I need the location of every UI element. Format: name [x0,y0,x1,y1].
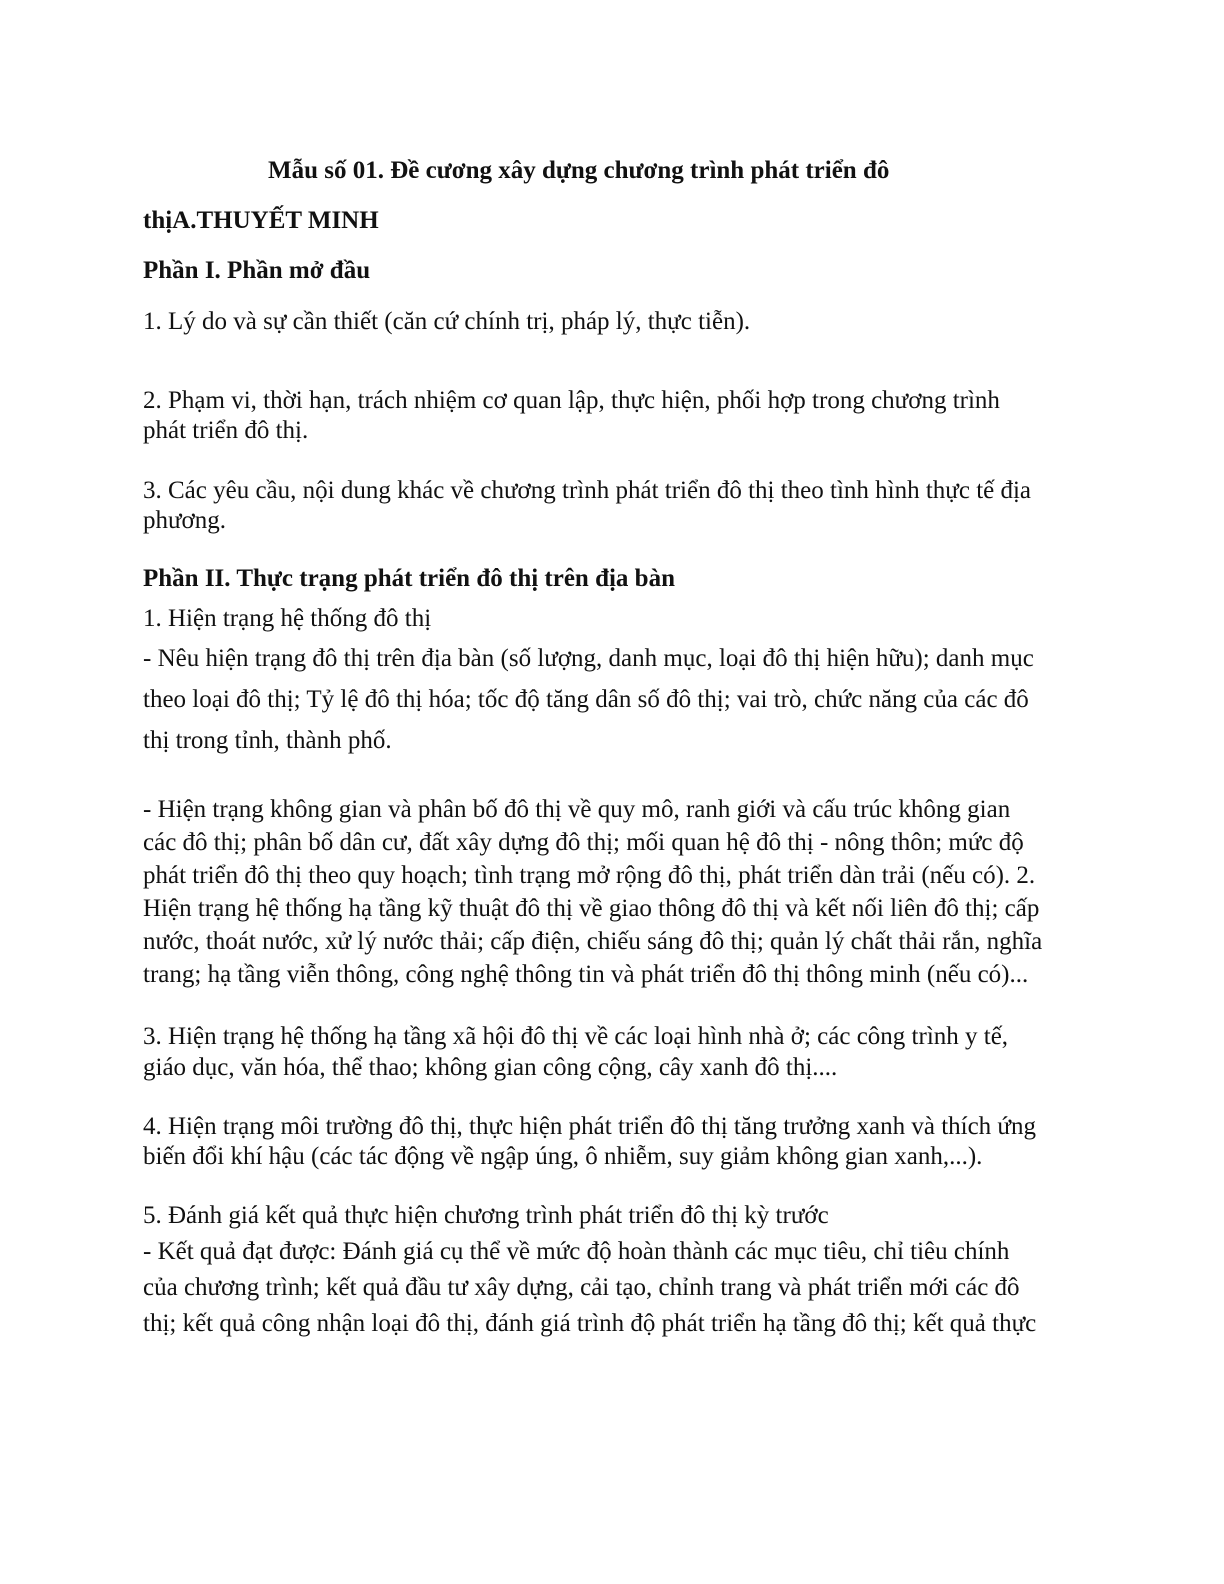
part2-line-15: 5. Đánh giá kết quả thực hiện chương trình phát triển đô thị kỳ trước [143,1202,829,1229]
part2-line-7: phát triển đô thị theo quy hoạch; tình trạng mở rộng đô thị, phát triển dàn trải (nếu có). 2. [143,862,1036,889]
part2-line-9: nước, thoát nước, xử lý nước thải; cấp điện, chiếu sáng đô thị; quản lý chất thải rắn, nghĩa [143,928,1043,955]
part1-heading: Phần I. Phần mở đầu [143,257,371,284]
part2-line-18: thị; kết quả công nhận loại đô thị, đánh giá trình độ phát triển hạ tầng đô thị; kết quả thực [143,1310,1037,1337]
part2-line-2: - Nêu hiện trạng đô thị trên địa bàn (số lượng, danh mục, loại đô thị hiện hữu); danh mục [143,645,1034,672]
part2-line-10: trang; hạ tầng viễn thông, công nghệ thông tin và phát triển đô thị thông minh (nếu có)... [143,961,1029,988]
part1-item-2-line-2: phát triển đô thị. [143,417,309,444]
part1-item-3-line-1: 3. Các yêu cầu, nội dung khác về chương trình phát triển đô thị theo tình hình thực tế địa [143,477,1032,504]
part2-line-17: của chương trình; kết quả đầu tư xây dựng, cải tạo, chỉnh trang và phát triển mới các đô [143,1274,1020,1301]
part2-line-3: theo loại đô thị; Tỷ lệ đô thị hóa; tốc độ tăng dân số đô thị; vai trò, chức năng của các đô [143,686,1029,713]
part2-line-14: biến đổi khí hậu (các tác động về ngập úng, ô nhiễm, suy giảm không gian xanh,...). [143,1143,983,1170]
part1-item-3-line-2: phương. [143,507,227,534]
document-title-line-2: thịA.THUYẾT MINH [143,207,379,234]
part2-line-11: 3. Hiện trạng hệ thống hạ tầng xã hội đô thị về các loại hình nhà ở; các công trình y tế, [143,1023,1009,1050]
part2-line-8: Hiện trạng hệ thống hạ tầng kỹ thuật đô thị về giao thông đô thị và kết nối liên đô thị; cấp [143,895,1040,922]
part2-line-4: thị trong tỉnh, thành phố. [143,727,392,754]
part1-item-2-line-1: 2. Phạm vi, thời hạn, trách nhiệm cơ quan lập, thực hiện, phối hợp trong chương trình [143,387,1000,414]
part2-line-13: 4. Hiện trạng môi trường đô thị, thực hiện phát triển đô thị tăng trưởng xanh và thích ứng [143,1113,1036,1140]
part2-heading: Phần II. Thực trạng phát triển đô thị trên địa bàn [143,565,675,592]
part2-line-1: 1. Hiện trạng hệ thống đô thị [143,605,432,632]
document-title-line-1: Mẫu số 01. Đề cương xây dựng chương trình phát triển đô [268,157,890,184]
part2-line-6: các đô thị; phân bố dân cư, đất xây dựng đô thị; mối quan hệ đô thị - nông thôn; mức độ [143,829,1024,856]
part2-line-16: - Kết quả đạt được: Đánh giá cụ thể về mức độ hoàn thành các mục tiêu, chỉ tiêu chính [143,1238,1010,1265]
part1-item-1: 1. Lý do và sự cần thiết (căn cứ chính trị, pháp lý, thực tiễn). [143,308,751,335]
part2-line-5: - Hiện trạng không gian và phân bố đô thị về quy mô, ranh giới và cấu trúc không gian [143,796,1011,823]
part2-line-12: giáo dục, văn hóa, thể thao; không gian công cộng, cây xanh đô thị.... [143,1054,838,1081]
